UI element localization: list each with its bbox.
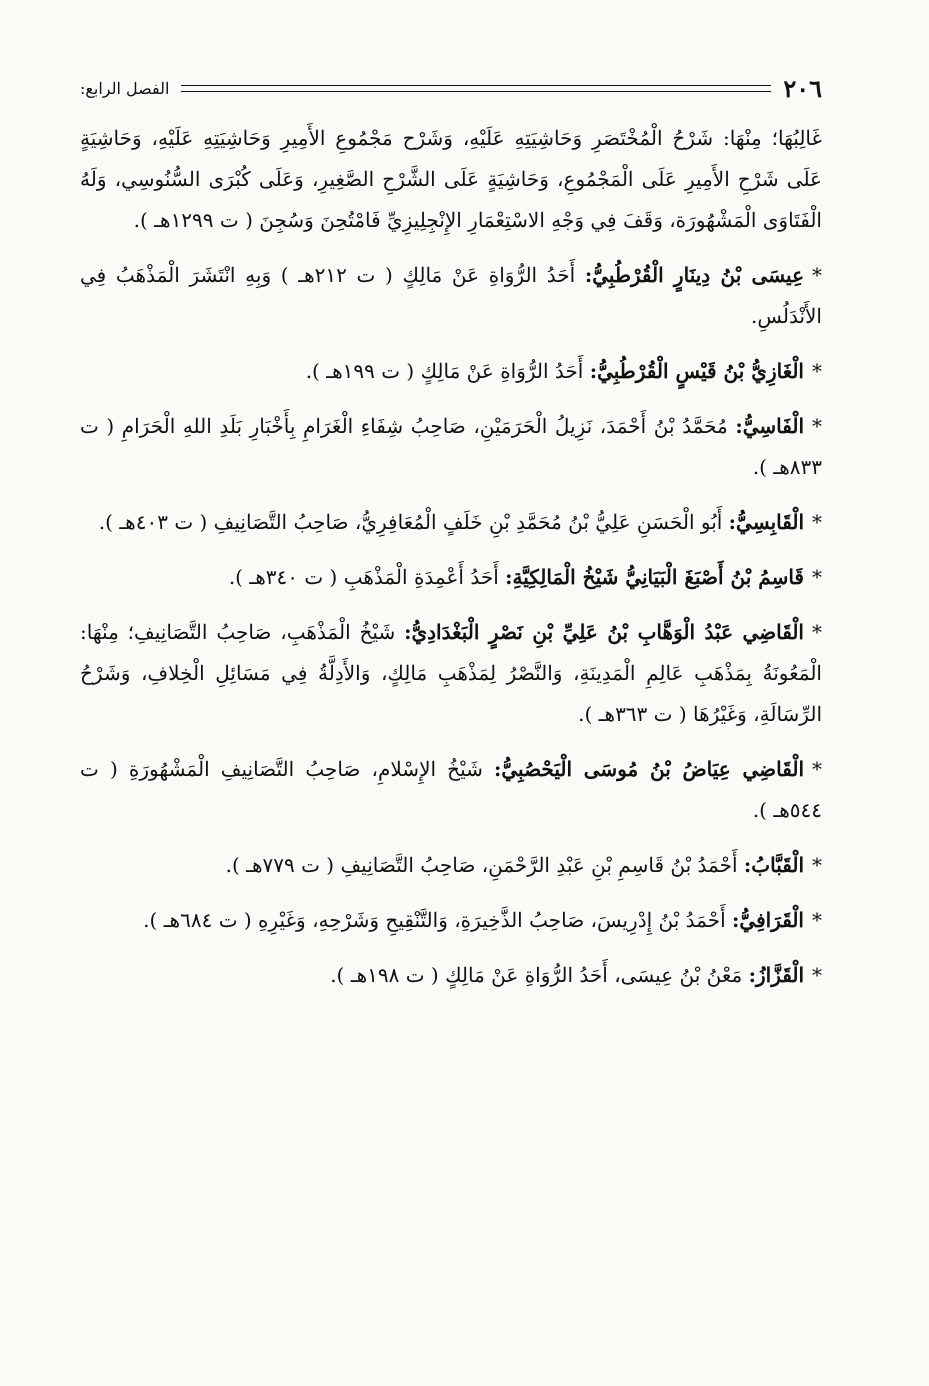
entry-bullet: *: [812, 908, 822, 932]
entry-text: شَيْخُ الْمَذْهَبِ، صَاحِبُ التَّصَانِيفِ؛ مِنْهَا: الْمَعُونَةُ بِمَذْهَبِ عَالِمِ الْمَدِينَةِ، وَالنَّصْرُ لِمَذْهَبِ مَالِكٍ، وَالأَدِلَّةُ فِي مَسَائِلِ الْخِلافِ، وَشَرْحُ الرِّسَالَةِ، وَغَيْرُهَا ( ت ٣٦٣هـ ).: [80, 620, 822, 726]
entry-bullet: *: [812, 757, 822, 781]
entry-text: أَحْمَدُ بْنُ قَاسِمِ بْنِ عَبْدِ الرَّحْمَنِ، صَاحِبُ التَّصَانِيفِ ( ت ٧٧٩هـ ).: [225, 853, 744, 877]
entry-text: أَحَدُ الرُّوَاةِ عَنْ مَالِكٍ ( ت ١٩٩هـ ).: [305, 359, 590, 383]
entry-text: شَيْخُ الإِسْلامِ، صَاحِبُ التَّصَانِيفِ الْمَشْهُورَةِ ( ت ٥٤٤هـ ).: [80, 757, 822, 822]
entry-text: أَحَدُ أَعْمِدَةِ الْمَذْهَبِ ( ت ٣٤٠هـ ).: [228, 565, 506, 589]
entry-paragraph: [80, 557, 822, 598]
entry-paragraph: [80, 845, 822, 886]
entry-paragraph: [80, 900, 822, 941]
entry-list: [80, 255, 822, 996]
entry-name: عِيسَى بْنُ دِينَارٍ الْقُرْطُبِيُّ:: [584, 263, 805, 287]
entry-name: الْقَزَّازُ:: [748, 963, 804, 987]
entry-name: الْقَاضِي عَبْدُ الْوَهَّابِ بْنُ عَلِيِّ بْنِ نَصْرٍ الْبَغْدَادِيُّ:: [404, 620, 804, 644]
entry-bullet: *: [812, 853, 822, 877]
entry-text: أَحْمَدُ بْنُ إِدْرِيسَ، صَاحِبُ الذَّخِيرَةِ، وَالتَّنْقِيحِ وَشَرْحِهِ، وَغَيْرِهِ ( ت ٦٨٤هـ ).: [143, 908, 733, 932]
entry-paragraph: [80, 255, 822, 337]
entry-paragraph: [80, 612, 822, 735]
entry-paragraph: [80, 502, 822, 543]
entry-bullet: *: [812, 565, 822, 589]
entry-name: الْغَازِيُّ بْنُ قَيْسٍ الْقُرْطُبِيُّ:: [589, 359, 804, 383]
entry-paragraph: [80, 351, 822, 392]
entry-bullet: *: [812, 620, 822, 644]
page-header: [80, 68, 822, 108]
entry-bullet: *: [812, 414, 822, 438]
entry-name: الْقَابِسِيُّ:: [728, 510, 804, 534]
entry-text: أَبُو الْحَسَنِ عَلِيُّ بْنُ مُحَمَّدِ بْنِ خَلَفٍ الْمُعَافِرِيُّ، صَاحِبُ التَّصَانِيفِ ( ت ٤٠٣هـ ).: [98, 510, 729, 534]
entry-name: الْقَرَافِيُّ:: [732, 908, 804, 932]
intro-paragraph: غَالِبُهَا؛ مِنْهَا: شَرْحُ الْمُخْتَصَرِ وَحَاشِيَتِهِ عَلَيْهِ، وَشَرْح مَجْمُوعِ الأَمِيرِ وَحَاشِيَتِهِ عَلَيْهِ، وَحَاشِيَةٍ عَلَى شَرْحِ الأَمِيرِ عَلَى الْمَجْمُوعِ، وَحَاشِيَةٍ عَلَى الشَّرْحِ الصَّغِيرِ، وَعَلَى كُبْرَى السُّنُوسِي، وَلَهُ الْفَتَاوَى الْمَشْهُورَة، وَقَفَ فِي وَجْهِ الاسْتِعْمَارِ الإِنْجِلِيزِيِّ فَامْتُحِنَ وَسُجِنَ ( ت ١٢٩٩هـ ).: [80, 126, 822, 232]
chapter-title: الفصل الرابع:: [80, 78, 170, 98]
entry-text: مَعْنُ بْنُ عِيسَى، أَحَدُ الرُّوَاةِ عَنْ مَالِكٍ ( ت ١٩٨هـ ).: [330, 963, 749, 987]
entry-bullet: *: [812, 359, 822, 383]
entry-name: قَاسِمُ بْنُ أَصْبَغَ الْبَيَانِيُّ شَيْخُ الْمَالِكِيَّةِ:: [505, 565, 804, 589]
entry-bullet: *: [812, 263, 823, 287]
entry-paragraph: [80, 749, 822, 831]
entry-name: الْقَاضِي عِيَاضُ بْنُ مُوسَى الْيَحْصُبِيُّ:: [494, 757, 804, 781]
entry-bullet: *: [812, 510, 822, 534]
page-number: ٢٠٦: [783, 73, 822, 103]
entry-paragraph: [80, 955, 822, 996]
entry-paragraph: [80, 406, 822, 488]
page-body: [80, 118, 822, 1010]
entry-text: أَحَدُ الرُّوَاةِ عَنْ مَالِكٍ ( ت ٢١٢هـ ) وَبِهِ انْتَشَرَ الْمَذْهَبُ فِي الأَنْدَلُسِ.: [80, 263, 822, 328]
entry-bullet: *: [812, 963, 822, 987]
entry-name: الْفَاسِيُّ:: [735, 414, 804, 438]
entry-name: الْقَبَّابُ:: [743, 853, 804, 877]
entry-text: مُحَمَّدُ بْنُ أَحْمَدَ، نَزِيلُ الْحَرَمَيْنِ، صَاحِبُ شِفَاءِ الْغَرَامِ بِأَخْبَارِ بَلَدِ اللهِ الْحَرَامِ ( ت ٨٣٣هـ ).: [80, 414, 822, 479]
header-rule: [181, 85, 771, 92]
